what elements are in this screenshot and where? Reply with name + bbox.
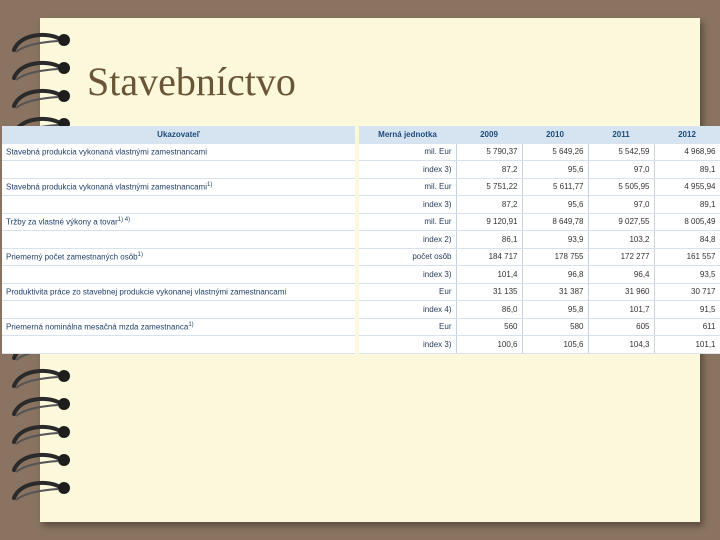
value-cell: 9 027,55 (588, 213, 654, 231)
table-row (2, 143, 355, 161)
table-values-panel (359, 126, 720, 354)
table-row (359, 178, 720, 196)
value-cell: 100,6 (456, 336, 522, 354)
table-row (2, 318, 355, 336)
value-cell: 97,0 (588, 196, 654, 214)
value-cell: 4 955,94 (654, 178, 720, 196)
table-row (359, 248, 720, 266)
spiral-ring-icon (6, 478, 76, 506)
value-cell: 5 611,77 (522, 178, 588, 196)
value-cell: 172 277 (588, 248, 654, 266)
value-cell: 104,3 (588, 336, 654, 354)
table-row (359, 213, 720, 231)
value-cell: 605 (588, 318, 654, 336)
indicator-cell (2, 318, 355, 336)
value-cell: 86,1 (456, 231, 522, 249)
unit-cell: index 3) (359, 161, 456, 179)
value-cell: 91,5 (654, 301, 720, 319)
table-row (359, 283, 720, 301)
indicator-cell (2, 213, 355, 231)
value-cell: 31 135 (456, 283, 522, 301)
spiral-ring-icon (6, 58, 76, 86)
table-indicator-panel (2, 126, 355, 354)
value-cell: 31 960 (588, 283, 654, 301)
value-cell: 560 (456, 318, 522, 336)
table-row (359, 143, 720, 161)
value-cell: 84,8 (654, 231, 720, 249)
indicator-label: Priemerný počet zamestnaných osôb (6, 252, 138, 262)
statistics-table (2, 126, 720, 354)
value-cell: 95,6 (522, 196, 588, 214)
table-row (359, 196, 720, 214)
unit-cell: Eur (359, 318, 456, 336)
value-cell: 5 790,37 (456, 143, 522, 161)
year-header: 2009 (456, 126, 522, 143)
value-cell: 86,0 (456, 301, 522, 319)
indicator-note: 1) 4) (117, 216, 131, 223)
value-cell: 93,5 (654, 266, 720, 284)
table-row (2, 213, 355, 231)
table-row (2, 248, 355, 266)
value-cell: 611 (654, 318, 720, 336)
indicator-note: 1) (137, 251, 143, 258)
value-cell: 87,2 (456, 161, 522, 179)
value-cell: 178 755 (522, 248, 588, 266)
indicator-cell (2, 336, 355, 354)
value-cell: 161 557 (654, 248, 720, 266)
unit-cell: počet osôb (359, 248, 456, 266)
table-row (359, 318, 720, 336)
value-cell: 87,2 (456, 196, 522, 214)
table-row (2, 178, 355, 196)
table-row (2, 231, 355, 249)
year-header: 2010 (522, 126, 588, 143)
table-row (359, 231, 720, 249)
unit-cell: index 3) (359, 336, 456, 354)
value-cell: 184 717 (456, 248, 522, 266)
indicator-cell (2, 178, 355, 196)
table-row (2, 336, 355, 354)
value-cell: 31 387 (522, 283, 588, 301)
spiral-ring-icon (6, 30, 76, 58)
unit-header: Merná jednotka (359, 126, 456, 143)
value-cell: 101,7 (588, 301, 654, 319)
value-cell: 103,2 (588, 231, 654, 249)
unit-cell: index 4) (359, 301, 456, 319)
indicator-note: 1) (188, 321, 194, 328)
page-title: Stavebníctvo (87, 59, 296, 104)
value-cell: 5 649,26 (522, 143, 588, 161)
indicator-label: Produktivita práce zo stavebnej produkcie vykonanej vlastnými zamestnancami (6, 287, 287, 297)
value-cell: 30 717 (654, 283, 720, 301)
value-cell: 89,1 (654, 161, 720, 179)
value-cell: 101,4 (456, 266, 522, 284)
unit-cell: index 3) (359, 266, 456, 284)
unit-cell: Eur (359, 283, 456, 301)
value-cell: 580 (522, 318, 588, 336)
indicator-label: Stavebná produkcia vykonaná vlastnými zamestnancami (6, 182, 207, 192)
value-cell: 95,8 (522, 301, 588, 319)
value-cell: 8 005,49 (654, 213, 720, 231)
indicator-cell (2, 161, 355, 179)
unit-cell: mil. Eur (359, 178, 456, 196)
indicator-label: Tržby za vlastné výkony a tovar (6, 217, 118, 227)
value-cell: 101,1 (654, 336, 720, 354)
value-cell: 96,8 (522, 266, 588, 284)
year-header: 2012 (654, 126, 720, 143)
value-cell: 93,9 (522, 231, 588, 249)
value-cell: 5 542,59 (588, 143, 654, 161)
table-row (359, 161, 720, 179)
value-cell: 9 120,91 (456, 213, 522, 231)
indicator-cell (2, 301, 355, 319)
indicator-cell (2, 143, 355, 161)
table-row (359, 301, 720, 319)
indicator-label: Priemerná nominálna mesačná mzda zamestnanca (6, 322, 189, 332)
spiral-ring-icon (6, 366, 76, 394)
table-row (359, 266, 720, 284)
value-cell: 97,0 (588, 161, 654, 179)
spiral-ring-icon (6, 86, 76, 114)
table-row (2, 266, 355, 284)
table-row (2, 161, 355, 179)
spiral-ring-icon (6, 394, 76, 422)
spiral-ring-icon (6, 422, 76, 450)
value-cell: 105,6 (522, 336, 588, 354)
year-header: 2011 (588, 126, 654, 143)
table-row (2, 196, 355, 214)
indicator-header: Ukazovateľ (2, 126, 355, 143)
indicator-cell (2, 231, 355, 249)
indicator-cell (2, 196, 355, 214)
unit-cell: index 2) (359, 231, 456, 249)
unit-cell: mil. Eur (359, 213, 456, 231)
indicator-cell (2, 283, 355, 301)
value-cell: 8 649,78 (522, 213, 588, 231)
unit-cell: index 3) (359, 196, 456, 214)
value-cell: 5 751,22 (456, 178, 522, 196)
table-row (2, 283, 355, 301)
indicator-cell (2, 266, 355, 284)
value-cell: 5 505,95 (588, 178, 654, 196)
table-row (2, 301, 355, 319)
indicator-cell (2, 248, 355, 266)
value-cell: 89,1 (654, 196, 720, 214)
value-cell: 95,6 (522, 161, 588, 179)
value-cell: 4 968,96 (654, 143, 720, 161)
indicator-note: 1) (207, 181, 213, 188)
value-cell: 96,4 (588, 266, 654, 284)
unit-cell: mil. Eur (359, 143, 456, 161)
spiral-ring-icon (6, 450, 76, 478)
indicator-label: Stavebná produkcia vykonaná vlastnými zamestnancami (6, 147, 207, 157)
table-row (359, 336, 720, 354)
